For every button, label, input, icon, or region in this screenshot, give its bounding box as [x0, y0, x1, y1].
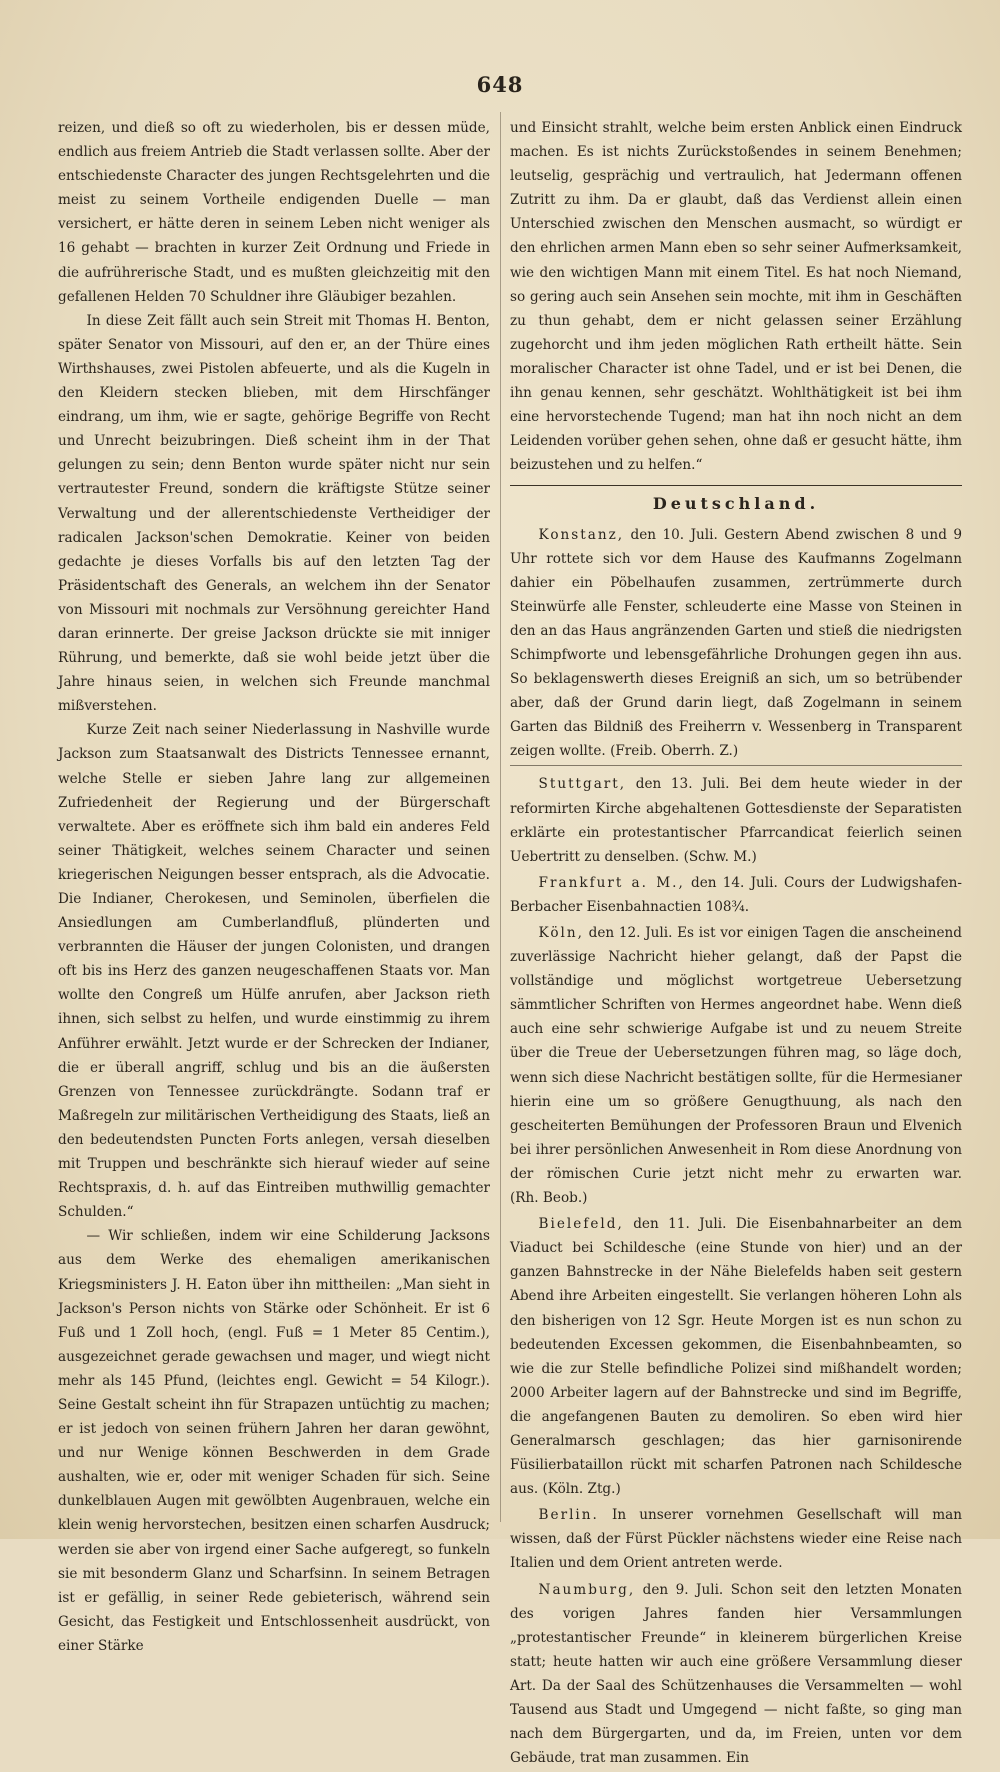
dateline-place: Berlin.: [538, 1507, 599, 1524]
dateline-place: Bielefeld,: [538, 1216, 624, 1233]
page-number: 648: [476, 72, 524, 97]
left-paragraph-3: Kurze Zeit nach seiner Niederlassung in Nashville wurde Jackson zum Staatsanwalt des Districts Tennessee ernannt, welche Stelle er sieben Jahre lang zur allgemeinen Zufriedenheit der Regierung und der Bürgerschaft verwaltete. Aber es eröffnete sich ihm bald ein anderes Feld seiner Thätigkeit, welches seinem Character und seinen kriegerischen Neigungen besser entsprach, als die Advocatie. Die Indianer, Cherokesen, und Seminolen, überfielen die Ansiedlungen am Cumberlandfluß, plünderten und verbrannten die Häuser der jungen Colonisten, und drangen oft bis ins Herz des ganzen neugeschaffenen Staats vor. Man wollte den Congreß um Hülfe anrufen, aber Jackson rieth ihnen, sich selbst zu helfen, und wurde einstimmig zu ihrem Anführer erwählt. Jetzt wurde er der Schrecken der Indianer, die er überall angriff, schlug und bis an die äußersten Grenzen von Tennessee zurückdrängte. Sodann traf er Maßregeln zur militärischen Vertheidigung des Staats, ließ an den bedeutendsten Puncten Forts anlegen, versah dieselben mit Truppen und beschränkte sich hierauf wieder auf seine Rechtspraxis, d. h. auf das Eintreiben muthwillig gemachter Schulden.“: [58, 722, 490, 1221]
item-rule: [510, 765, 962, 766]
left-paragraph-4: — Wir schließen, indem wir eine Schilderung Jacksons aus dem Werke des ehemaligen amerikanischen Kriegsministers J. H. Eaton über ihn mittheilen: „Man sieht in Jackson's Person nichts von Stärke oder Schönheit. Er ist 6 Fuß und 1 Zoll hoch, (engl. Fuß = 1 Meter 85 Centim.), ausgezeichnet gerade gewachsen und mager, und wiegt nicht mehr als 145 Pfund, (leichtes engl. Gewicht = 54 Kilogr.). Seine Gestalt scheint ihn für Strapazen untüchtig zu machen; er ist jedoch von seinen frühern Jahren her daran gewöhnt, und nur Wenige können Beschwerden in dem Grade aushalten, wie er, oder mit weniger Schaden für sich. Seine dunkelblauen Augen mit gewölbten Augenbrauen, welche ein klein wenig hervorstechen, besitzen einen scharfen Ausdruck; werden sie aber von irgend einer Sache aufgeregt, so funkeln sie mit besonderm Glanz und Scharfsinn. In seinem Betragen ist er gefällig, in seiner Rede gebieterisch, während sein Gesicht, das Festigkeit und Entschlossenheit ausdrückt, von einer Stärke: [58, 1228, 490, 1654]
dateline-place: Frankfurt a. M.,: [538, 874, 685, 891]
left-column: [58, 116, 490, 1658]
news-text: den 13. Juli. Bei dem heute wieder in der reformirten Kirche abgehaltenen Gottesdienste der Separatisten erklärte ein protestantischer Pfarrcandicat feierlich seinen Uebertritt zu denselben.: [510, 776, 962, 865]
news-item-koeln: [510, 921, 962, 1210]
news-source: (Schw. M.): [683, 848, 757, 865]
news-item-naumburg: [510, 1578, 962, 1771]
section-rule: [510, 485, 962, 486]
left-paragraph-1: reizen, und dieß so oft zu wiederholen, bis er dessen müde, endlich aus freiem Antrieb die Stadt verlassen sollte. Aber der entschiedenste Character des jungen Rechtsgelehrten und die meist zu seinem Vortheile endigenden Duelle — man versichert, er hätte deren in seinem Leben nicht weniger als 16 gehabt — brachten in kurzer Zeit Ordnung und Friede in die aufrührerische Stadt, und es mußten gleichzeitig mit den gefallenen Helden 70 Schuldner ihre Gläubiger bezahlen.: [58, 120, 490, 305]
right-column: [510, 116, 962, 1772]
right-paragraph-1: und Einsicht strahlt, welche beim ersten Anblick einen Eindruck machen. Es ist nichts Zurückstoßendes in seinem Benehmen; leutselig, gesprächig und vertraulich, hat Jedermann offenen Zutritt zu ihm. Da er glaubt, daß das Verdienst allein einen Unterschied zwischen den Menschen ausmacht, so würdigt er den ehrlichen armen Mann eben so sehr seiner Aufmerksamkeit, wie den wichtigen Mann mit einem Titel. Es hat noch Niemand, so gering auch sein Ansehen sein mochte, mit ihm in Geschäften zu thun gehabt, dem er nicht gelassen seiner Erzählung zugehorcht und ihm jeden möglichen Rath ertheilt hätte. Sein moralischer Character ist ohne Tadel, und er ist bei Denen, die ihn genau kennen, sehr geschätzt. Wohlthätigkeit ist bei ihm eine hervorstechende Tugend; man hat ihn noch nicht an dem Leidenden vorüber gehen sehen, ohne daß er gesucht hätte, ihm beizustehen und zu helfen.“: [510, 120, 962, 474]
news-item-berlin: [510, 1503, 962, 1575]
left-paragraph-2: In diese Zeit fällt auch sein Streit mit Thomas H. Benton, später Senator von Missouri, auf den er, an der Thüre eines Wirthshauses, zwei Pistolen abfeuerte, und als die Kugeln in den Kleidern stecken blieben, mit dem Hirschfänger eindrang, um ihm, wie er sagte, gehörige Begriffe von Recht und Unrecht beizubringen. Dieß scheint ihm in der That gelungen zu sein; denn Benton wurde später nicht nur sein vertrautester Freund, sondern die kräftigste Stütze seiner Verwaltung und der allerentschiedenste Vertheidiger der radicalen Jackson'schen Demokratie. Keiner von beiden gedachte je dieses Vorfalls bis auf den letzten Tag der Präsidentschaft des Generals, an welchem ihn der Senator von Missouri mit nochmals zur Versöhnung gereichter Hand daran erinnerte. Der greise Jackson drückte sie mit inniger Rührung, und bemerkte, daß sie wohl beide jetzt über die Jahre hinaus seien, in welchen sich Freunde manchmal mißverstehen.: [58, 312, 490, 715]
news-source: (Rh. Beob.): [510, 1190, 588, 1207]
dateline-place: Köln,: [538, 925, 584, 941]
news-text: den 14. Juli. Cours der Ludwigshafen-Berbacher Eisenbahnactien 108¾.: [510, 874, 963, 915]
section-title: Deutschland.: [652, 494, 820, 514]
column-divider: [500, 112, 501, 1522]
news-item-frankfurt: [510, 871, 962, 919]
news-text: In unserer vornehmen Gesellschaft will man wissen, daß der Fürst Pückler nächstens wieder eine Reise nach Italien und dem Orient antreten werde.: [510, 1507, 962, 1572]
news-item-bielefeld: [510, 1212, 962, 1501]
news-source: (Freib. Oberrh. Z.): [610, 743, 739, 760]
dateline-place: Stuttgart,: [538, 776, 627, 793]
news-item-stuttgart: [510, 772, 962, 868]
news-text: den 11. Juli. Die Eisenbahnarbeiter an dem Viaduct bei Schildesche (eine Stunde von hier) und an der ganzen Bahnstrecke in der Nähe Bielefelds haben seit gestern Abend ihre Arbeiten eingestellt. Sie verlangen höheren Lohn als den bisherigen von 12 Sgr. Heute Morgen ist es nun schon zu bedeutenden Excessen gekommen, die Eisenbahnbeamten, so wie die zur Stelle befindliche Polizei sind mißhandelt worden; 2000 Arbeiter lagern auf der Bahnstrecke und sind im Begriffe, die angefangenen Bauten zu demoliren. So eben wird hier Generalmarsch geschlagen; das hier garnisonirende Füsilierbataillon rückt mit scharfen Patronen nach Schildesche aus.: [510, 1216, 962, 1498]
news-text: den 10. Juli. Gestern Abend zwischen 8 und 9 Uhr rottete sich vor dem Hause des Kaufmanns Zogelmann dahier ein Pöbelhaufen zusammen, zertrümmerte durch Steinwürfe alle Fenster, schleuderte eine Masse von Steinen in den an das Haus angränzenden Garten und stieß die niedrigsten Schimpfworte und lebensgefährliche Drohungen gegen ihn aus. So beklagenswerth dieses Ereigniß an sich, um so betrübender aber, daß der Grund darin liegt, daß Zogelmann in seinem Garten das Bildniß des Freiherrn v. Wessenberg in Transparent zeigen wollte.: [510, 526, 962, 760]
dateline-place: Naumburg,: [538, 1581, 636, 1598]
dateline-place: Konstanz,: [538, 526, 625, 543]
news-text: den 9. Juli. Schon seit den letzten Monaten des vorigen Jahres fanden hier Versammlungen „protestantischer Freunde“ in kleinerem bürgerlichen Kreise statt; heute hatten wir auch eine größere Versammlung dieser Art. Da der Saal des Schützenhauses die Versammelten — wohl Tausend aus Stadt und Umgegend — nicht faßte, so ging man nach dem Bürgergarten, und da, im Freien, unten vor dem Gebäude, trat man zusammen. Ein: [510, 1581, 962, 1767]
news-item-konstanz: [510, 523, 962, 764]
news-text: den 12. Juli. Es ist vor einigen Tagen die anscheinend zuverlässige Nachricht hieher gelangt, daß der Papst die vollständige und möglichst wortgetreue Uebersetzung sämmtlicher Schriften von Hermes angeordnet habe. Wenn dieß auch eine sehr schwierige Aufgabe ist und zu neuem Streite über die Treue der Uebersetzungen führen mag, so läge doch, wenn sich diese Nachricht bestätigen sollte, für die Hermesianer hierin eine um so größere Genugthuung, als nach den gescheiterten Bemühungen der Professoren Braun und Elvenich bei ihrer persönlichen Anwesenheit in Rom diese Anordnung von der römischen Curie jetzt nicht mehr zu erwarten war.: [510, 925, 962, 1182]
news-source: (Köln. Ztg.): [542, 1481, 621, 1498]
